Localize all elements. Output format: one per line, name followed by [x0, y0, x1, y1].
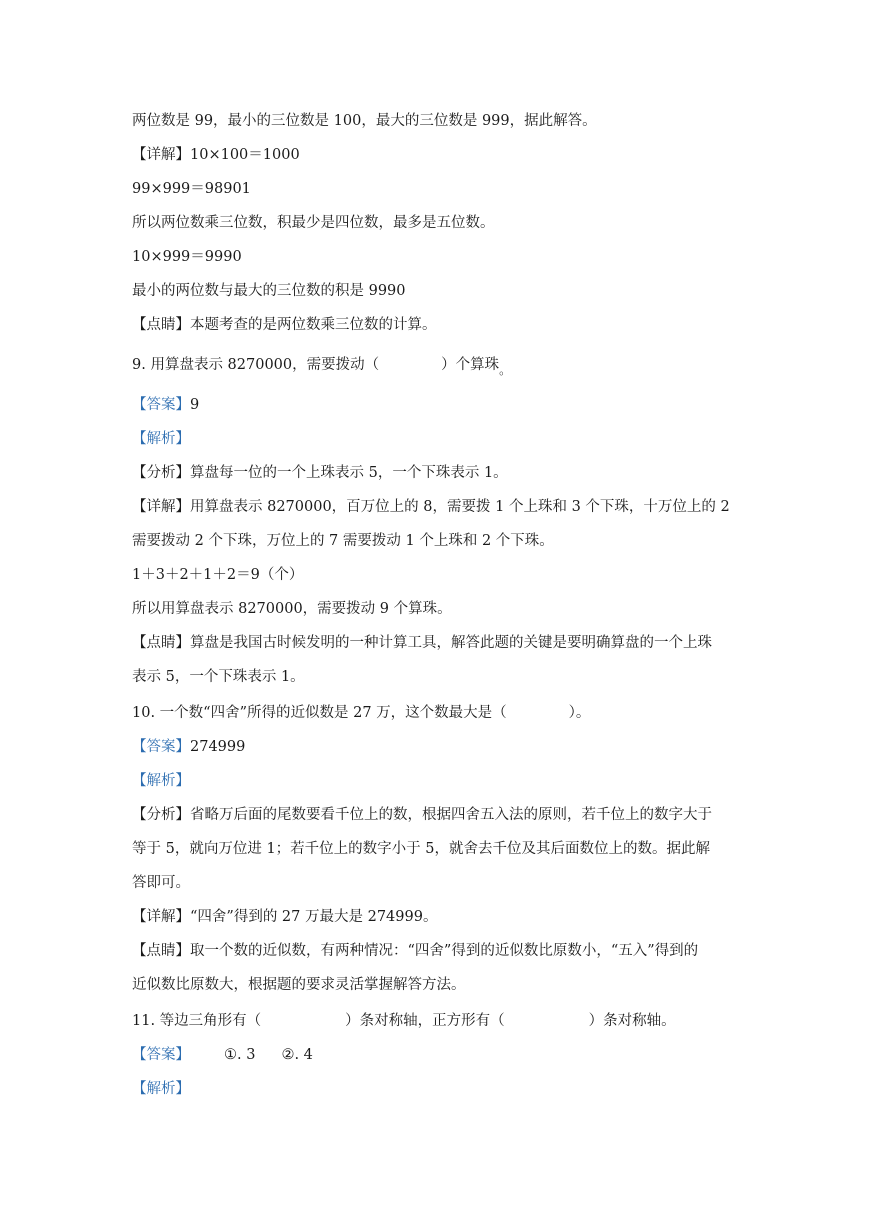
text-line: 等于 5，就向万位进 1；若千位上的数字小于 5，就舍去千位及其后面数位上的数。据此解: [132, 841, 710, 857]
question-11-prefix: 11. 等边三角形有（: [132, 1013, 262, 1029]
text-line: 【点睛】算盘是我国古时候发明的一种计算工具，解答此题的关键是要明确算盘的一个上珠: [132, 635, 712, 651]
text-line: 表示 5，一个下珠表示 1。: [132, 669, 305, 685]
analysis-tag: 【解析】: [132, 773, 190, 789]
text-line: 1＋3＋2＋1＋2＝9（个）: [132, 567, 304, 583]
text-line: 答即可。: [132, 875, 190, 891]
question-9-tail: 。: [499, 363, 512, 377]
answer-line: [132, 737, 749, 757]
question-11: [132, 1011, 749, 1031]
answer-tag: 【答案】: [132, 397, 190, 413]
text-line: 需要拨动 2 个下珠，万位上的 7 需要拨动 1 个上珠和 2 个下珠。: [132, 533, 554, 549]
text-line: 【点睛】取一个数的近似数，有两种情况：“四舍”得到的近似数比原数小，“五入”得到的: [132, 943, 699, 959]
text-line: 近似数比原数大，根据题的要求灵活掌握解答方法。: [132, 977, 466, 993]
question-10: [132, 703, 749, 723]
analysis-tag: 【解析】: [132, 431, 190, 447]
text-line: 两位数是 99，最小的三位数是 100，最大的三位数是 999，据此解答。: [132, 113, 597, 129]
text-line: 99×999＝98901: [132, 181, 251, 197]
text-line: 所以用算盘表示 8270000，需要拨动 9 个算珠。: [132, 601, 452, 617]
text-line: 【分析】算盘每一位的一个上珠表示 5，一个下珠表示 1。: [132, 465, 508, 481]
text-line: 【详解】用算盘表示 8270000，百万位上的 8，需要拨 1 个上珠和 3 个下珠，十万位上的 2: [132, 499, 730, 515]
answer-value: 9: [190, 397, 200, 413]
question-9: [132, 355, 749, 375]
text-line: 【详解】“四舍”得到的 27 万最大是 274999。: [132, 909, 438, 925]
answer-tag: 【答案】: [132, 1047, 190, 1063]
question-9-suffix: ）个算珠: [441, 357, 500, 373]
answer-line: [132, 395, 749, 415]
question-11-suffix: ）条对称轴。: [588, 1013, 676, 1029]
question-9-prefix: 9. 用算盘表示 8270000，需要拨动（: [132, 357, 380, 373]
text-line: 所以两位数乘三位数，积最少是四位数，最多是五位数。: [132, 215, 495, 231]
answer-value-2: ②. 4: [281, 1047, 313, 1063]
question-10-prefix: 10. 一个数“四舍”所得的近似数是 27 万，这个数最大是（: [132, 705, 507, 721]
answer-tag: 【答案】: [132, 739, 190, 755]
text-line: 最小的两位数与最大的三位数的积是 9990: [132, 283, 406, 299]
analysis-tag: 【解析】: [132, 1081, 190, 1097]
answer-line: [132, 1045, 749, 1065]
text-line: 10×999＝9990: [132, 249, 242, 265]
text-line: 【分析】省略万后面的尾数要看千位上的数，根据四舍五入法的原则，若千位上的数字大于: [132, 807, 712, 823]
text-line: 【点睛】本题考查的是两位数乘三位数的计算。: [132, 317, 437, 333]
question-11-middle: ）条对称轴，正方形有（: [345, 1013, 505, 1029]
answer-value: 274999: [190, 739, 246, 755]
answer-value-1: ①. 3: [224, 1047, 256, 1063]
question-10-suffix: ）。: [568, 705, 591, 721]
text-line: 【详解】10×100＝1000: [132, 147, 300, 163]
